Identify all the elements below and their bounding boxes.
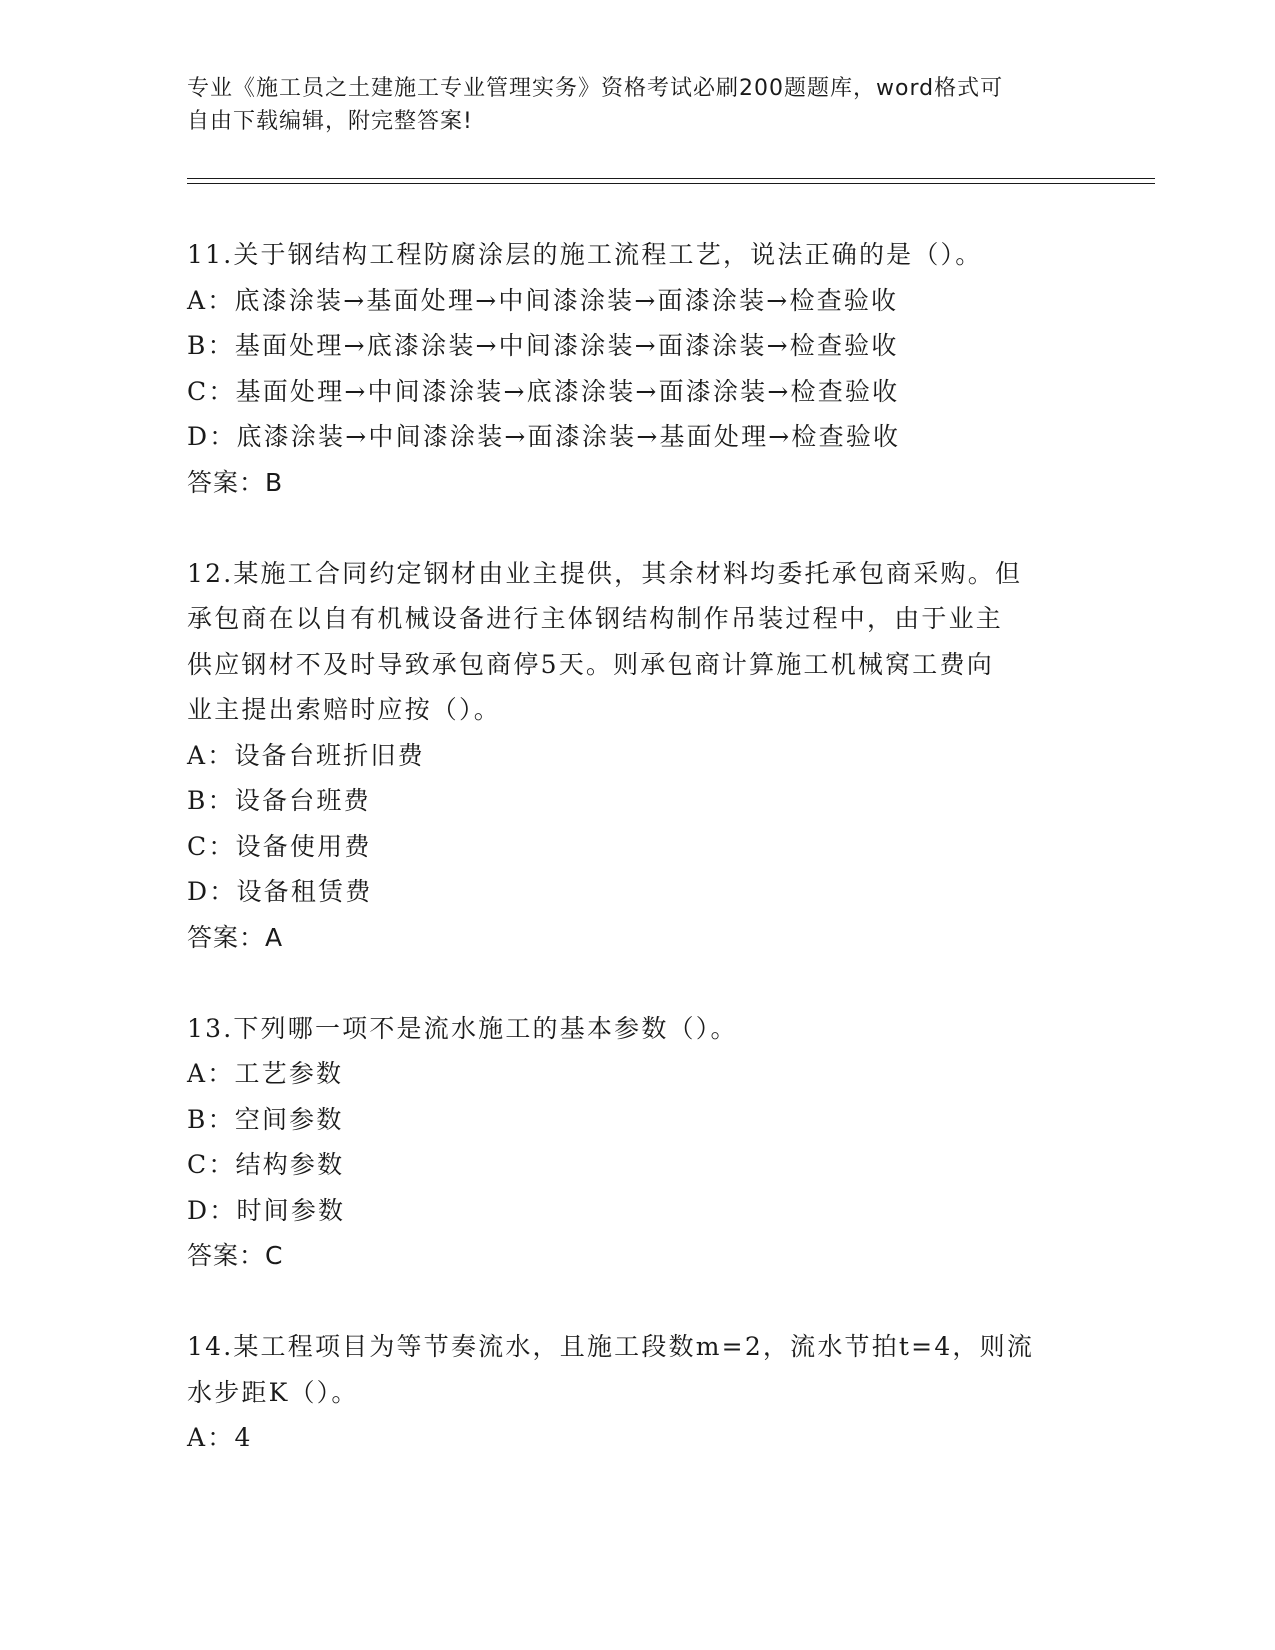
answer-line: 答案：A: [187, 922, 284, 952]
question-stem: 14.某工程项目为等节奏流水，且施工段数m=2，流水节拍t=4，则流: [187, 1332, 1035, 1361]
header-divider-top: [187, 178, 1155, 179]
option-c: C：结构参数: [187, 1150, 345, 1179]
document-header: [187, 72, 1067, 138]
header-divider-bottom: [187, 183, 1155, 184]
question-14: [187, 1324, 1087, 1461]
option-b: B：基面处理→底漆涂装→中间漆涂装→面漆涂装→检查验收: [187, 331, 899, 360]
question-spacer: [187, 960, 1087, 1006]
question-stem: 水步距K（）。: [187, 1377, 359, 1407]
option-c: C：设备使用费: [187, 831, 372, 861]
option-d: D：时间参数: [187, 1195, 346, 1225]
question-spacer: [187, 505, 1087, 551]
question-12: [187, 551, 1087, 961]
option-a: A：底漆涂装→基面处理→中间漆涂装→面漆涂装→检查验收: [187, 285, 899, 315]
question-13: [187, 1006, 1087, 1279]
answer-line: 答案：C: [187, 1241, 284, 1270]
question-11: [187, 232, 1087, 505]
header-line-2: 自由下载编辑，附完整答案!: [187, 109, 473, 134]
question-stem: 11.关于钢结构工程防腐涂层的施工流程工艺，说法正确的是（）。: [187, 240, 983, 269]
option-a: A：工艺参数: [187, 1059, 344, 1088]
question-spacer: [187, 1279, 1087, 1325]
option-d: D：底漆涂装→中间漆涂装→面漆涂装→基面处理→检查验收: [187, 422, 901, 451]
question-stem: 13.下列哪一项不是流水施工的基本参数（）。: [187, 1013, 738, 1043]
option-a: A：设备台班折旧费: [187, 740, 425, 770]
question-stem: 业主提出索赔时应按（）。: [187, 695, 501, 724]
option-b: B：设备台班费: [187, 786, 371, 815]
option-c: C：基面处理→中间漆涂装→底漆涂装→面漆涂装→检查验收: [187, 376, 900, 406]
option-d: D：设备租赁费: [187, 877, 373, 906]
question-stem: 供应钢材不及时导致承包商停5天。则承包商计算施工机械窝工费向: [187, 649, 994, 679]
option-b: B：空间参数: [187, 1104, 344, 1134]
option-a: A：4: [187, 1423, 253, 1452]
question-stem: 承包商在以自有机械设备进行主体钢结构制作吊装过程中，由于业主: [187, 604, 1004, 633]
question-list: [187, 232, 1087, 1461]
question-stem: 12.某施工合同约定钢材由业主提供，其余材料均委托承包商采购。但: [187, 558, 1023, 588]
answer-line: 答案：B: [187, 467, 284, 497]
header-line-1: 专业《施工员之土建施工专业管理实务》资格考试必刷200题题库，word格式可: [187, 76, 1004, 101]
